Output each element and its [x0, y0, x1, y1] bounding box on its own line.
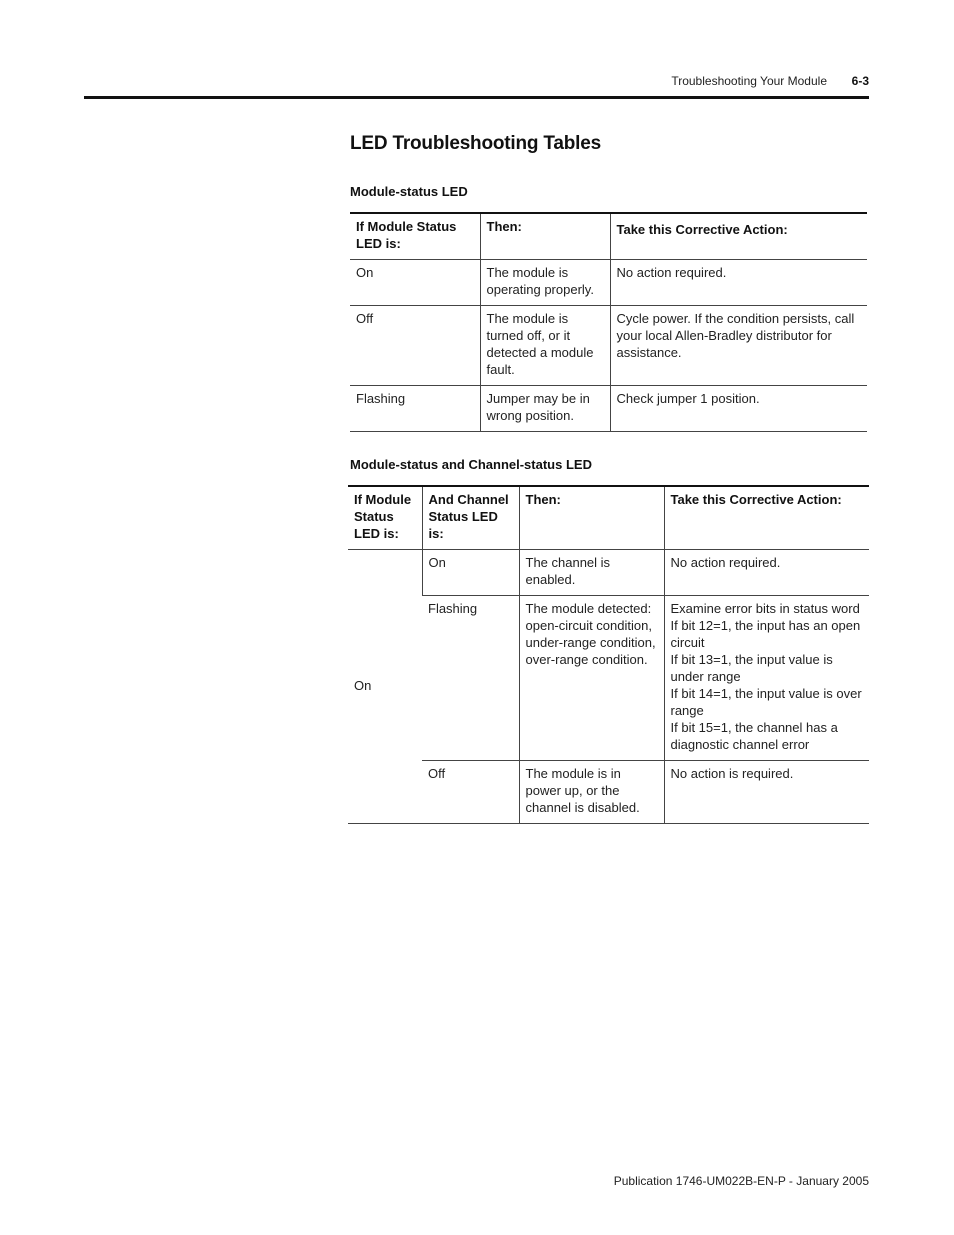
action-line: No action is required. [670, 766, 794, 781]
table-header-cell: Take this Corrective Action: [610, 213, 867, 260]
table-row [350, 386, 867, 432]
header-rule [84, 96, 869, 99]
action-line: No action required. [670, 555, 781, 570]
table-row [348, 596, 869, 761]
table-cell [664, 550, 869, 596]
action-line: If bit 12=1, the input has an open circuit [670, 618, 861, 650]
table-cell: Flashing [350, 386, 480, 432]
table-header-row [350, 213, 867, 260]
table-cell: Jumper may be in wrong position. [480, 386, 610, 432]
table-cell: Cycle power. If the condition persists, call your local Allen-Bradley distributor for assistance. [610, 306, 867, 386]
table-row [348, 761, 869, 824]
table-header-cell: If Module Status LED is: [350, 213, 480, 260]
module-status-table [350, 212, 867, 432]
page-number: 6-3 [851, 74, 869, 88]
action-line: If bit 15=1, the channel has a diagnostic channel error [670, 720, 838, 752]
table-row [350, 260, 867, 306]
table-cell: The module is in power up, or the channel is disabled. [519, 761, 664, 824]
page-title: LED Troubleshooting Tables [350, 133, 601, 154]
module-channel-status-table [348, 485, 869, 824]
publication-footer: Publication 1746-UM022B-EN-P - January 2005 [613, 1174, 869, 1188]
action-line: If bit 14=1, the input value is over range [670, 686, 862, 718]
table1-title: Module-status LED [350, 184, 468, 199]
table-cell: No action required. [610, 260, 867, 306]
table-cell-module-status: On [348, 550, 422, 824]
table-cell [664, 596, 869, 761]
table-cell: The channel is enabled. [519, 550, 664, 596]
table-header-cell: Then: [480, 213, 610, 260]
table-cell: The module is operating properly. [480, 260, 610, 306]
table-cell: Flashing [422, 596, 519, 761]
table-cell: Off [422, 761, 519, 824]
table-cell: On [350, 260, 480, 306]
table-cell: Off [350, 306, 480, 386]
table2-title: Module-status and Channel-status LED [350, 457, 592, 472]
table-header-cell: Take this Corrective Action: [664, 486, 869, 550]
table-header-cell: If Module Status LED is: [348, 486, 422, 550]
table-cell: Check jumper 1 position. [610, 386, 867, 432]
action-line: Examine error bits in status word [670, 601, 860, 616]
table-row [348, 550, 869, 596]
table-row [350, 306, 867, 386]
table-header-cell: And Channel Status LED is: [422, 486, 519, 550]
table-cell: The module is turned off, or it detected a module fault. [480, 306, 610, 386]
table-header-row [348, 486, 869, 550]
action-line: If bit 13=1, the input value is under range [670, 652, 833, 684]
table-cell: The module detected: open-circuit condition, under-range condition, over-range condition. [519, 596, 664, 761]
table-cell: On [422, 550, 519, 596]
table-header-cell: Then: [519, 486, 664, 550]
running-header: Troubleshooting Your Module [671, 74, 827, 88]
table-cell [664, 761, 869, 824]
